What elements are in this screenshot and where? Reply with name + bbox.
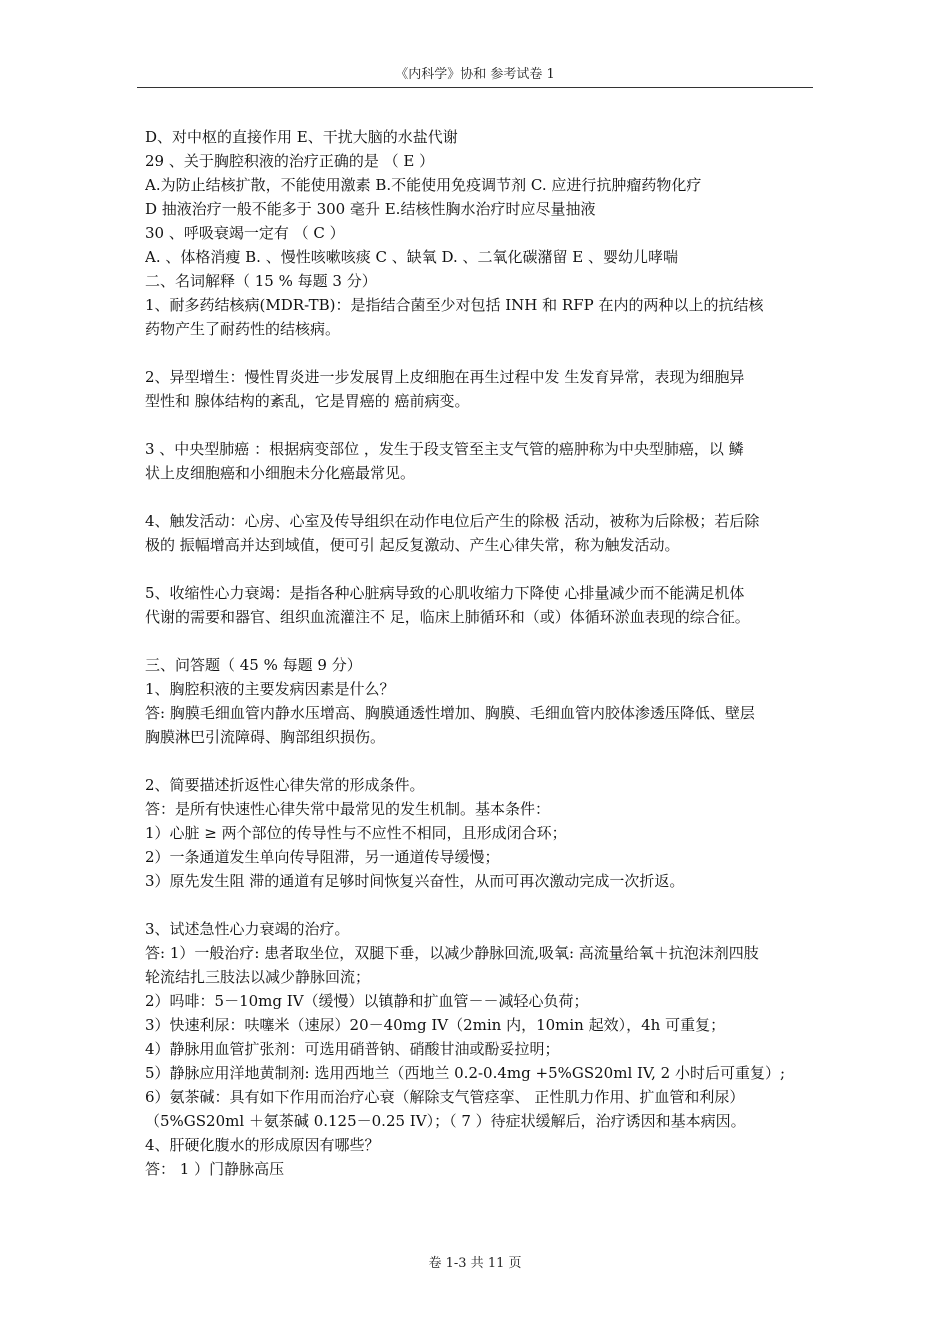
text-line: 2）吗啡：5－10mg IV（缓慢）以镇静和扩血管－－减轻心负荷； <box>145 992 589 1010</box>
text-line: 胸膜淋巴引流障碍、胸部组织损伤。 <box>145 728 386 746</box>
page-header: 《内科学》协和 参考试卷 1 <box>395 67 555 82</box>
blank-line <box>145 629 813 653</box>
text-line: （5%GS20ml ＋氨茶碱 0.125－0.25 IV）；（ 7 ）待症状缓解后，治疗诱因和基本病因。 <box>145 1112 746 1130</box>
blank-line <box>145 485 813 509</box>
text-line: 2）一条通道发生单向传导阻滞，另一通道传导缓慢； <box>145 848 500 866</box>
text-line: 答：是所有快速性心律失常中最常见的发生机制。基本条件： <box>145 800 551 818</box>
text-line: 4）静脉用血管扩张剂：可选用硝普钠、硝酸甘油或酚妥拉明； <box>145 1040 560 1058</box>
text-line: A. 、体格消瘦 B. 、慢性咳嗽咳痰 C 、缺氧 D. 、二氧化碳潴留 E 、婴幼儿哮喘 <box>145 248 678 266</box>
text-line: 答: 1）一般治疗: 患者取坐位，双腿下垂，以减少静脉回流,吸氧: 高流量给氧＋抗泡沫剂四肢 <box>145 944 759 962</box>
text-line: 6）氨茶碱：具有如下作用而治疗心衰（解除支气管痉挛、 正性肌力作用、扩血管和利尿） <box>145 1088 745 1106</box>
text-line: 1、耐多药结核病(MDR-TB)：是指结合菌至少对包括 INH 和 RFP 在内的两种以上的抗结核 <box>145 296 764 314</box>
text-line: 极的 振幅增高并达到域值，便可引 起反复激动、产生心律失常，称为触发活动。 <box>145 536 680 554</box>
text-line: 1）心脏 ≥ 两个部位的传导性与不应性不相同，且形成闭合环； <box>145 824 567 842</box>
text-line: 5）静脉应用洋地黄制剂: 选用西地兰（西地兰 0.2-0.4mg +5%GS20ml IV, 2 小时后可重复）; <box>145 1064 786 1082</box>
text-line: 4、触发活动：心房、心室及传导组织在动作电位后产生的除极 活动，被称为后除极；若后除 <box>145 512 760 530</box>
text-line: 4、肝硬化腹水的形成原因有哪些？ <box>145 1136 380 1154</box>
text-line: 代谢的需要和器官、组织血流灌注不 足，临床上肺循环和（或）体循环淤血表现的综合征。 <box>145 608 750 626</box>
blank-line <box>145 749 813 773</box>
text-line: D 抽液治疗一般不能多于 300 毫升 E.结核性胸水治疗时应尽量抽液 <box>145 200 596 218</box>
text-line: 2、异型增生：慢性胃炎进一步发展胃上皮细胞在再生过程中发 生发育异常，表现为细胞异 <box>145 368 745 386</box>
text-line: 答: 胸膜毛细血管内静水压增高、胸膜通透性增加、胸膜、毛细血管内胶体渗透压降低、壁层 <box>145 704 755 722</box>
text-line: 药物产生了耐药性的结核病。 <box>145 320 341 338</box>
text-line: 轮流结扎三肢法以减少静脉回流； <box>145 968 371 986</box>
blank-line <box>145 413 813 437</box>
text-line: 3、试述急性心力衰竭的治疗。 <box>145 920 350 938</box>
text-line: 1、胸腔积液的主要发病因素是什么？ <box>145 680 395 698</box>
text-line: 5、收缩性心力衰竭：是指各种心脏病导致的心肌收缩力下降使 心排量减少而不能满足机体 <box>145 584 745 602</box>
header-divider <box>137 87 813 88</box>
text-line: 答： 1 ）门静脉高压 <box>145 1160 285 1178</box>
text-line: A.为防止结核扩散，不能使用激素 B.不能使用免疫调节剂 C. 应进行抗肿瘤药物化疗 <box>145 176 702 194</box>
blank-line <box>145 557 813 581</box>
text-line: 二、名词解释（ 15 % 每题 3 分） <box>145 272 377 290</box>
blank-line <box>145 893 813 917</box>
document-body <box>145 125 813 1181</box>
text-line: D、对中枢的直接作用 E、干扰大脑的水盐代谢 <box>145 128 458 146</box>
text-line: 三、问答题（ 45 % 每题 9 分） <box>145 656 362 674</box>
text-line: 2、简要描述折返性心律失常的形成条件。 <box>145 776 425 794</box>
text-line: 3 、中央型肺癌 ：根据病变部位 ，发生于段支管至主支气管的癌肿称为中央型肺癌，以 鳞 <box>145 440 744 458</box>
text-line: 状上皮细胞癌和小细胞未分化癌最常见。 <box>145 464 416 482</box>
text-line: 30 、呼吸衰竭一定有 （ C ） <box>145 224 345 242</box>
page-footer: 卷 1-3 共 11 页 <box>428 1256 522 1271</box>
text-line: 29 、关于胸腔积液的治疗正确的是 （ E ） <box>145 152 435 170</box>
text-line: 型性和 腺体结构的紊乱，它是胃癌的 癌前病变。 <box>145 392 470 410</box>
text-line: 3）快速利尿：呋噻米（速尿）20－40mg IV（2min 内，10min 起效），4h 可重复； <box>145 1016 726 1034</box>
blank-line <box>145 341 813 365</box>
text-line: 3）原先发生阻 滞的通道有足够时间恢复兴奋性，从而可再次激动完成一次折返。 <box>145 872 685 890</box>
